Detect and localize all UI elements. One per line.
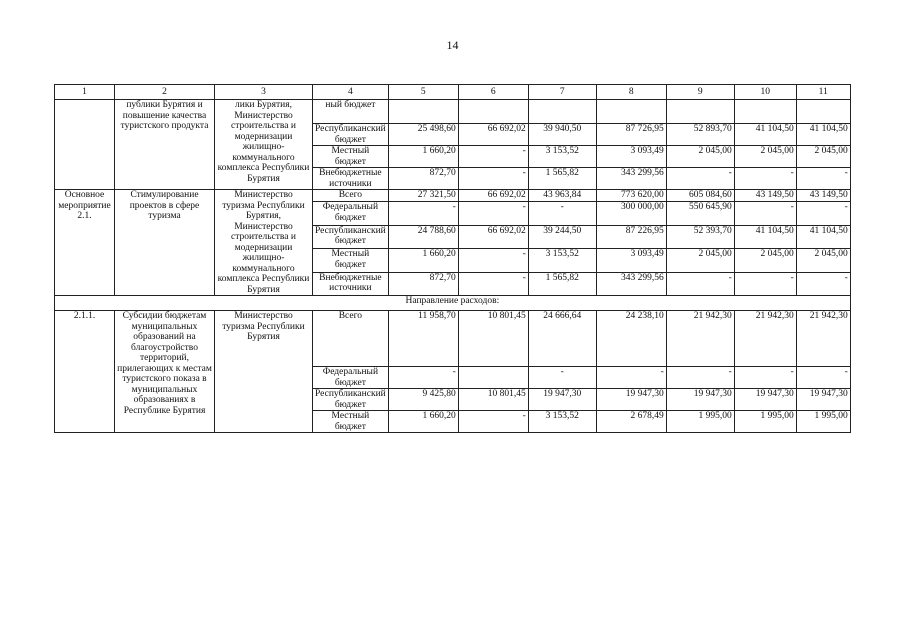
value-cell: 1 660,20 <box>388 146 458 168</box>
value-cell: 41 104,50 <box>734 225 796 248</box>
value-cell: 41 104,50 <box>734 124 796 146</box>
executor-cell: Министерство туризма Республики Бурятия <box>215 311 313 433</box>
value-cell: 21 942,30 <box>666 311 734 367</box>
source-cell: Республиканский бюджет <box>313 225 389 248</box>
value-cell: 10 801,45 <box>458 389 528 411</box>
value-cell: 2 045,00 <box>666 146 734 168</box>
value-cell <box>528 100 596 124</box>
value-cell: 43 149,50 <box>734 190 796 202</box>
value-cell: 39 244,50 <box>528 225 596 248</box>
value-cell: - <box>734 272 796 295</box>
column-number: 1 <box>55 85 115 100</box>
value-cell: 25 498,60 <box>388 124 458 146</box>
value-cell: 1 565,82 <box>528 272 596 295</box>
value-cell: 24 788,60 <box>388 225 458 248</box>
source-cell: Местный бюджет <box>313 146 389 168</box>
table-row <box>55 100 851 124</box>
value-cell: - <box>388 367 458 389</box>
budget-table <box>54 84 851 433</box>
value-cell: - <box>388 202 458 225</box>
value-cell: 3 093,49 <box>596 146 666 168</box>
value-cell: 66 692,02 <box>458 124 528 146</box>
value-cell: 2 045,00 <box>796 146 850 168</box>
header-row <box>55 85 851 100</box>
column-number: 6 <box>458 85 528 100</box>
value-cell: 19 947,30 <box>596 389 666 411</box>
source-cell: Внебюджетные источники <box>313 272 389 295</box>
value-cell: 24 666,64 <box>528 311 596 367</box>
value-cell: 872,70 <box>388 272 458 295</box>
value-cell: 2 045,00 <box>796 249 850 272</box>
value-cell: 19 947,30 <box>796 389 850 411</box>
value-cell: 2 045,00 <box>734 146 796 168</box>
value-cell: 52 893,70 <box>666 124 734 146</box>
column-number: 9 <box>666 85 734 100</box>
value-cell: - <box>596 367 666 389</box>
value-cell: - <box>796 168 850 190</box>
source-cell: Внебюджетные источники <box>313 168 389 190</box>
source-cell: Местный бюджет <box>313 249 389 272</box>
value-cell: 24 238,10 <box>596 311 666 367</box>
value-cell: 2 678,49 <box>596 411 666 433</box>
section-row <box>55 296 851 311</box>
value-cell <box>458 100 528 124</box>
value-cell: 343 299,56 <box>596 272 666 295</box>
value-cell: 2 045,00 <box>734 249 796 272</box>
column-number: 4 <box>313 85 389 100</box>
value-cell: 43 149,50 <box>796 190 850 202</box>
value-cell: - <box>666 168 734 190</box>
value-cell: 1 660,20 <box>388 411 458 433</box>
value-cell: 21 942,30 <box>734 311 796 367</box>
value-cell: 21 942,30 <box>796 311 850 367</box>
value-cell: 872,70 <box>388 168 458 190</box>
source-cell: Федеральный бюджет <box>313 202 389 225</box>
value-cell: 10 801,45 <box>458 311 528 367</box>
name-cell: Стимулирование проектов в сфере туризма <box>115 190 215 296</box>
executor-cell: лики Бурятия, Министерство строительства и модернизации жилищно-коммунального комплекса Республики Бурятия <box>215 100 313 190</box>
value-cell: 1 660,20 <box>388 249 458 272</box>
value-cell: - <box>458 272 528 295</box>
value-cell: 52 393,70 <box>666 225 734 248</box>
value-cell: - <box>458 411 528 433</box>
source-cell: Всего <box>313 190 389 202</box>
value-cell: 19 947,30 <box>666 389 734 411</box>
table-row <box>55 311 851 367</box>
value-cell: - <box>528 202 596 225</box>
source-cell: ный бюджет <box>313 100 389 124</box>
value-cell: 9 425,80 <box>388 389 458 411</box>
value-cell: 39 940,50 <box>528 124 596 146</box>
name-cell: публики Бурятия и повышение качества туристского продукта <box>115 100 215 190</box>
section-title: Направление расходов: <box>55 296 851 311</box>
value-cell: 87 726,95 <box>596 124 666 146</box>
value-cell: - <box>528 367 596 389</box>
value-cell: - <box>734 367 796 389</box>
column-number: 7 <box>528 85 596 100</box>
source-cell: Республиканский бюджет <box>313 124 389 146</box>
table-row <box>55 190 851 202</box>
source-cell: Всего <box>313 311 389 367</box>
source-cell: Республиканский бюджет <box>313 389 389 411</box>
value-cell: 300 000,00 <box>596 202 666 225</box>
value-cell: 41 104,50 <box>796 225 850 248</box>
value-cell: 343 299,56 <box>596 168 666 190</box>
column-number: 8 <box>596 85 666 100</box>
value-cell <box>596 100 666 124</box>
code-cell <box>55 100 115 190</box>
value-cell: 2 045,00 <box>666 249 734 272</box>
code-cell: 2.1.1. <box>55 311 115 433</box>
value-cell: - <box>458 168 528 190</box>
source-cell: Местный бюджет <box>313 411 389 433</box>
value-cell: 87 226,95 <box>596 225 666 248</box>
value-cell: 11 958,70 <box>388 311 458 367</box>
value-cell: 41 104,50 <box>796 124 850 146</box>
value-cell: - <box>796 367 850 389</box>
value-cell: 27 321,50 <box>388 190 458 202</box>
value-cell: 3 153,52 <box>528 249 596 272</box>
column-number: 2 <box>115 85 215 100</box>
value-cell: 605 084,60 <box>666 190 734 202</box>
value-cell: - <box>458 146 528 168</box>
value-cell: 66 692,02 <box>458 225 528 248</box>
value-cell: 3 153,52 <box>528 146 596 168</box>
value-cell <box>666 100 734 124</box>
column-number: 10 <box>734 85 796 100</box>
executor-cell: Министерство туризма Республики Бурятия, Министерство строительства и модернизации жилищно-коммунального комплекса Республики Бурятия <box>215 190 313 296</box>
value-cell: - <box>458 202 528 225</box>
column-number: 5 <box>388 85 458 100</box>
value-cell <box>458 367 528 389</box>
value-cell: - <box>734 202 796 225</box>
code-cell: Основное мероприятие 2.1. <box>55 190 115 296</box>
value-cell: - <box>666 367 734 389</box>
source-cell: Федеральный бюджет <box>313 367 389 389</box>
name-cell: Субсидии бюджетам муниципальных образований на благоустройство территорий, прилегающих к местам туристского показа в муниципальных образованиях в Республике Бурятия <box>115 311 215 433</box>
value-cell: 19 947,30 <box>528 389 596 411</box>
value-cell: - <box>458 249 528 272</box>
value-cell <box>796 100 850 124</box>
value-cell: 1 565,82 <box>528 168 596 190</box>
value-cell: 773 620,00 <box>596 190 666 202</box>
value-cell: - <box>796 202 850 225</box>
value-cell <box>388 100 458 124</box>
page-number: 14 <box>446 38 459 52</box>
value-cell: - <box>796 272 850 295</box>
column-number: 3 <box>215 85 313 100</box>
value-cell: 1 995,00 <box>666 411 734 433</box>
value-cell: - <box>666 272 734 295</box>
value-cell: 3 093,49 <box>596 249 666 272</box>
value-cell: - <box>734 168 796 190</box>
value-cell <box>734 100 796 124</box>
value-cell: 19 947,30 <box>734 389 796 411</box>
value-cell: 66 692,02 <box>458 190 528 202</box>
value-cell: 1 995,00 <box>734 411 796 433</box>
value-cell: 43 963,84 <box>528 190 596 202</box>
value-cell: 1 995,00 <box>796 411 850 433</box>
column-number: 11 <box>796 85 850 100</box>
value-cell: 3 153,52 <box>528 411 596 433</box>
value-cell: 550 645,90 <box>666 202 734 225</box>
